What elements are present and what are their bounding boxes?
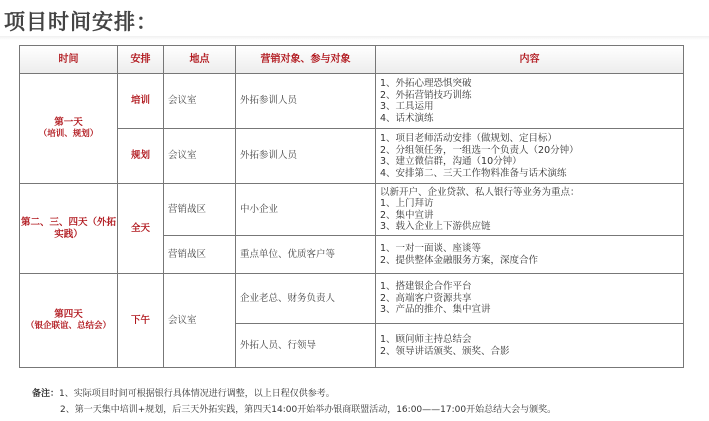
day4-arrange: 下午 <box>118 274 164 368</box>
header-content: 内容 <box>376 46 684 74</box>
header-target: 营销对象、参与对象 <box>236 46 376 74</box>
content-line: 2、分组领任务，一组选一个负责人（20分钟） <box>380 144 579 156</box>
note-line-2 <box>60 402 556 415</box>
day1-planning-arrange: 规划 <box>118 129 164 184</box>
day1-planning-content <box>376 129 684 184</box>
content-line: 1、一对一面谈、座谈等 <box>380 243 482 254</box>
note-text-1: 1、实际项目时间可根据银行具体情况进行调整，以上日程仅供参考。 <box>59 389 335 399</box>
content-line: 2、提供整体金融服务方案，深度合作 <box>380 254 539 266</box>
day1-training-content <box>376 74 684 129</box>
content-line: 4、话术演练 <box>380 112 434 124</box>
day4-time: 第四天 <box>54 309 83 320</box>
day234-time: 第二、三、四天（外拓实践） <box>20 184 118 274</box>
day4-place: 会议室 <box>164 274 236 368</box>
day4-b-target: 外拓人员、行领导 <box>236 324 376 368</box>
day234-b-content <box>376 236 684 274</box>
day1-training-target: 外拓参训人员 <box>236 74 376 129</box>
day234-a-target: 中小企业 <box>236 184 376 236</box>
day234-b-place: 营销战区 <box>164 236 236 274</box>
day234-a-content <box>376 184 684 236</box>
header-place: 地点 <box>164 46 236 74</box>
note-label: 备注： <box>32 389 60 399</box>
table-row <box>20 274 684 324</box>
day1-time-sub: （培训、规划） <box>38 128 99 139</box>
day4-b-content <box>376 324 684 368</box>
day1-planning-place: 会议室 <box>164 129 236 184</box>
content-line: 2、集中宣讲 <box>380 209 434 221</box>
day1-training-arrange: 培训 <box>118 74 164 129</box>
day234-arrange: 全天 <box>118 184 164 274</box>
content-line: 3、载入企业上下游供应链 <box>380 221 491 232</box>
day234-a-place: 营销战区 <box>164 184 236 236</box>
note-line-1 <box>32 386 335 399</box>
content-line: 3、产品的推介、集中宣讲 <box>380 304 491 316</box>
day4-a-target: 企业老总、财务负责人 <box>236 274 376 324</box>
content-line: 1、外拓心理恐惧突破 <box>380 78 472 89</box>
content-line: 1、项目老师活动安排（做规划、定目标） <box>380 133 558 144</box>
schedule-table <box>19 45 684 368</box>
day1-time-cell <box>20 74 118 184</box>
content-line: 2、高端客户资源共享 <box>380 292 472 304</box>
note-text-2: 2、第一天集中培训+规划，后三天外拓实践，第四天14:00开始举办银商联盟活动，16:00——17:00开始总结大会与颁奖。 <box>60 405 557 415</box>
content-line: 4、安排第二、三天工作物料准备与话术演练 <box>380 167 567 179</box>
table-row <box>20 74 684 129</box>
content-line: 1、顾问师主持总结会 <box>380 334 472 345</box>
content-line: 1、上门拜访 <box>380 198 434 209</box>
day234-b-target: 重点单位、优质客户等 <box>236 236 376 274</box>
content-line: 1、搭建银企合作平台 <box>380 281 472 293</box>
content-line: 3、建立微信群，沟通（10分钟） <box>380 156 522 167</box>
table-row <box>20 129 684 184</box>
table-row <box>20 184 684 236</box>
page-title: 项目时间安排： <box>4 10 158 34</box>
header-arrange: 安排 <box>118 46 164 74</box>
content-line: 2、领导讲话颁奖、颁奖、合影 <box>380 345 510 357</box>
day1-training-place: 会议室 <box>164 74 236 129</box>
day4-time-cell <box>20 274 118 368</box>
header-time: 时间 <box>20 46 118 74</box>
content-line: 以新开户、企业贷款、私人银行等业务为重点： <box>380 186 580 198</box>
day4-a-content <box>376 274 684 324</box>
table-header-row <box>20 46 684 74</box>
content-line: 3、工具运用 <box>380 101 434 112</box>
day4-time-sub: （银企联谊、总结会） <box>25 320 111 331</box>
title-divider <box>0 36 709 40</box>
content-line: 2、外拓营销技巧训练 <box>380 89 472 101</box>
day1-time: 第一天 <box>54 117 83 128</box>
day1-planning-target: 外拓参训人员 <box>236 129 376 184</box>
